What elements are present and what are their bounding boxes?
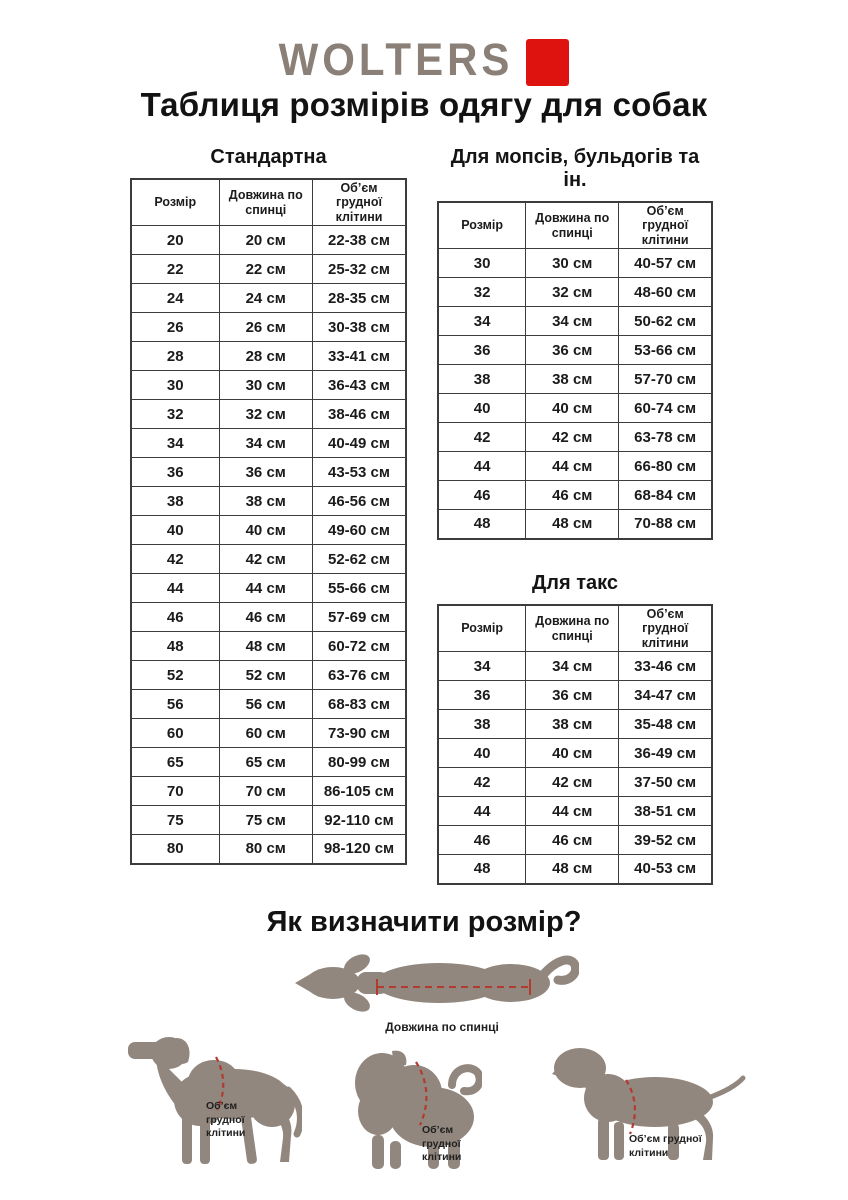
table-cell: 39-52 см bbox=[619, 826, 712, 855]
col-header-size: Розмір bbox=[438, 605, 526, 652]
table-row bbox=[131, 603, 406, 632]
col-header-back-length: Довжина по спинці bbox=[526, 202, 619, 249]
table-cell: 65 см bbox=[219, 748, 313, 777]
table-cell: 60-72 см bbox=[313, 632, 407, 661]
table-row bbox=[131, 371, 406, 400]
table-row bbox=[438, 278, 712, 307]
table-cell: 63-78 см bbox=[619, 423, 712, 452]
table-cell: 63-76 см bbox=[313, 661, 407, 690]
table-cell: 55-66 см bbox=[313, 574, 407, 603]
table-cell: 44 см bbox=[526, 452, 619, 481]
table-cell: 46 см bbox=[219, 603, 313, 632]
table-cell: 66-80 см bbox=[619, 452, 712, 481]
table-cell: 38 bbox=[438, 365, 526, 394]
chest-label-large-dog: Об’єм грудної клітини bbox=[206, 1100, 246, 1140]
standard-table-section bbox=[130, 146, 407, 865]
table-cell: 42 bbox=[438, 768, 526, 797]
table-cell: 42 см bbox=[526, 423, 619, 452]
table-cell: 26 см bbox=[219, 313, 313, 342]
table-cell: 60 bbox=[131, 719, 219, 748]
logo-red-square-icon bbox=[526, 39, 569, 86]
table-cell: 36 bbox=[438, 681, 526, 710]
table-cell: 56 см bbox=[219, 690, 313, 719]
dachshund-table-section bbox=[437, 572, 713, 885]
table-cell: 38 см bbox=[526, 365, 619, 394]
table-row bbox=[438, 307, 712, 336]
dachshund-figure bbox=[550, 1040, 746, 1162]
table-cell: 40 bbox=[438, 739, 526, 768]
table-cell: 68-84 см bbox=[619, 481, 712, 510]
table-row bbox=[438, 510, 712, 539]
table-cell: 34 bbox=[131, 429, 219, 458]
table-row bbox=[131, 748, 406, 777]
table-row bbox=[131, 429, 406, 458]
standard-size-table bbox=[130, 178, 407, 865]
table-row bbox=[438, 249, 712, 278]
table-cell: 36 bbox=[131, 458, 219, 487]
table-cell: 42 bbox=[131, 545, 219, 574]
table-cell: 40 bbox=[438, 394, 526, 423]
table-cell: 48 см bbox=[526, 510, 619, 539]
table-cell: 48-60 см bbox=[619, 278, 712, 307]
col-header-size: Розмір bbox=[131, 179, 219, 226]
table-cell: 86-105 см bbox=[313, 777, 407, 806]
table-cell: 98-120 см bbox=[313, 835, 407, 864]
col-header-chest: Об’єм грудної клітини bbox=[619, 605, 712, 652]
table-cell: 70 см bbox=[219, 777, 313, 806]
table-cell: 73-90 см bbox=[313, 719, 407, 748]
table-cell: 33-46 см bbox=[619, 652, 712, 681]
table-cell: 40 см bbox=[219, 516, 313, 545]
header-row bbox=[131, 179, 406, 226]
table-cell: 20 см bbox=[219, 226, 313, 255]
page-title: Таблиця розмірів одягу для собак bbox=[140, 86, 708, 123]
logo-wordmark: WOLTERS bbox=[278, 33, 514, 85]
table-cell: 36-43 см bbox=[313, 371, 407, 400]
table-row bbox=[438, 336, 712, 365]
table-row bbox=[131, 342, 406, 371]
table-cell: 44 bbox=[131, 574, 219, 603]
table-row bbox=[438, 681, 712, 710]
table-row bbox=[438, 481, 712, 510]
table-cell: 34 bbox=[438, 307, 526, 336]
table-row bbox=[131, 574, 406, 603]
table-cell: 92-110 см bbox=[313, 806, 407, 835]
dog-ear-shape bbox=[392, 1051, 406, 1067]
table-cell: 40 см bbox=[526, 394, 619, 423]
table-row bbox=[131, 835, 406, 864]
table-row bbox=[131, 284, 406, 313]
table-cell: 80 bbox=[131, 835, 219, 864]
table-cell: 34-47 см bbox=[619, 681, 712, 710]
table-cell: 36-49 см bbox=[619, 739, 712, 768]
dog-topview-silhouette bbox=[287, 941, 579, 1017]
table-cell: 40 bbox=[131, 516, 219, 545]
table-row bbox=[131, 777, 406, 806]
col-header-back-length: Довжина по спинці bbox=[526, 605, 619, 652]
header-row bbox=[438, 202, 712, 249]
table-cell: 34 bbox=[438, 652, 526, 681]
table-cell: 75 bbox=[131, 806, 219, 835]
table-cell: 24 bbox=[131, 284, 219, 313]
table-row bbox=[131, 545, 406, 574]
table-cell: 42 см bbox=[526, 768, 619, 797]
table-cell: 46-56 см bbox=[313, 487, 407, 516]
table-row bbox=[438, 826, 712, 855]
table-cell: 48 bbox=[131, 632, 219, 661]
table-row bbox=[438, 855, 712, 884]
table-cell: 52 см bbox=[219, 661, 313, 690]
dog-hips-shape bbox=[472, 964, 550, 1002]
table-cell: 28 см bbox=[219, 342, 313, 371]
table-cell: 52-62 см bbox=[313, 545, 407, 574]
table-cell: 40-53 см bbox=[619, 855, 712, 884]
col-header-back-length: Довжина по спинці bbox=[219, 179, 313, 226]
bulldog-figure bbox=[352, 1045, 482, 1170]
table-row bbox=[131, 458, 406, 487]
col-header-chest: Об’єм грудної клітини bbox=[313, 179, 407, 226]
table-row bbox=[131, 313, 406, 342]
table-cell: 46 см bbox=[526, 481, 619, 510]
dog-tail-shape bbox=[708, 1078, 743, 1098]
table-cell: 70-88 см bbox=[619, 510, 712, 539]
table-row bbox=[438, 423, 712, 452]
dog-body-shape bbox=[597, 1077, 713, 1127]
table-cell: 36 см bbox=[526, 681, 619, 710]
table-cell: 30 см bbox=[526, 249, 619, 278]
table-cell: 49-60 см bbox=[313, 516, 407, 545]
chest-label-bulldog: Об’єм грудної клітини bbox=[422, 1124, 462, 1164]
table-cell: 22 см bbox=[219, 255, 313, 284]
dachshund-size-table bbox=[437, 604, 713, 885]
table-cell: 34 см bbox=[526, 652, 619, 681]
how-to-size-title: Як визначити розмір? bbox=[266, 906, 582, 938]
table-cell: 46 см bbox=[526, 826, 619, 855]
dog-leg-shape bbox=[598, 1118, 609, 1160]
table-cell: 48 bbox=[438, 855, 526, 884]
table-cell: 36 см bbox=[219, 458, 313, 487]
table-cell: 36 см bbox=[526, 336, 619, 365]
table-cell: 57-69 см bbox=[313, 603, 407, 632]
table-row bbox=[438, 652, 712, 681]
table-cell: 34 см bbox=[219, 429, 313, 458]
table-row bbox=[438, 452, 712, 481]
table-row bbox=[131, 690, 406, 719]
col-header-size: Розмір bbox=[438, 202, 526, 249]
table-cell: 25-32 см bbox=[313, 255, 407, 284]
table-cell: 65 bbox=[131, 748, 219, 777]
table-cell: 53-66 см bbox=[619, 336, 712, 365]
table-cell: 46 bbox=[438, 826, 526, 855]
table-cell: 40-57 см bbox=[619, 249, 712, 278]
table-cell: 34 см bbox=[526, 307, 619, 336]
col-header-chest: Об’єм грудної клітини bbox=[619, 202, 712, 249]
table-cell: 28-35 см bbox=[313, 284, 407, 313]
large-dog-silhouette bbox=[126, 1030, 302, 1165]
table-cell: 30 bbox=[438, 249, 526, 278]
table-cell: 46 bbox=[438, 481, 526, 510]
table-cell: 44 см bbox=[219, 574, 313, 603]
table-row bbox=[131, 255, 406, 284]
table-cell: 40-49 см bbox=[313, 429, 407, 458]
table-cell: 38 см bbox=[526, 710, 619, 739]
table-cell: 24 см bbox=[219, 284, 313, 313]
pugs-table-title: Для мопсів, бульдогів та ін. bbox=[450, 146, 700, 191]
table-cell: 32 см bbox=[526, 278, 619, 307]
table-row bbox=[438, 394, 712, 423]
table-row bbox=[131, 487, 406, 516]
table-row bbox=[131, 400, 406, 429]
table-cell: 32 bbox=[131, 400, 219, 429]
table-cell: 48 bbox=[438, 510, 526, 539]
table-cell: 36 bbox=[438, 336, 526, 365]
pugs-size-table bbox=[437, 201, 713, 540]
table-cell: 38 bbox=[131, 487, 219, 516]
table-cell: 38 см bbox=[219, 487, 313, 516]
table-cell: 44 см bbox=[526, 797, 619, 826]
table-cell: 26 bbox=[131, 313, 219, 342]
table-cell: 80-99 см bbox=[313, 748, 407, 777]
table-cell: 50-62 см bbox=[619, 307, 712, 336]
table-cell: 80 см bbox=[219, 835, 313, 864]
table-cell: 32 см bbox=[219, 400, 313, 429]
table-cell: 52 bbox=[131, 661, 219, 690]
table-cell: 44 bbox=[438, 452, 526, 481]
table-row bbox=[131, 806, 406, 835]
table-cell: 43-53 см bbox=[313, 458, 407, 487]
table-cell: 60 см bbox=[219, 719, 313, 748]
large-dog-figure bbox=[126, 1030, 302, 1165]
dog-leg-shape bbox=[614, 1122, 624, 1160]
chest-label-dachshund: Об’єм грудної клітини bbox=[629, 1133, 702, 1159]
table-cell: 75 см bbox=[219, 806, 313, 835]
table-row bbox=[131, 632, 406, 661]
table-row bbox=[438, 768, 712, 797]
dog-tail-shape bbox=[452, 1068, 480, 1091]
table-row bbox=[131, 516, 406, 545]
table-cell: 28 bbox=[131, 342, 219, 371]
table-cell: 44 bbox=[438, 797, 526, 826]
dachshund-table-title: Для такс bbox=[532, 572, 618, 594]
table-cell: 56 bbox=[131, 690, 219, 719]
table-cell: 32 bbox=[438, 278, 526, 307]
table-row bbox=[131, 719, 406, 748]
table-cell: 30 см bbox=[219, 371, 313, 400]
table-cell: 33-41 см bbox=[313, 342, 407, 371]
table-cell: 30 bbox=[131, 371, 219, 400]
table-cell: 68-83 см bbox=[313, 690, 407, 719]
table-row bbox=[438, 739, 712, 768]
table-cell: 22-38 см bbox=[313, 226, 407, 255]
table-row bbox=[438, 365, 712, 394]
table-cell: 60-74 см bbox=[619, 394, 712, 423]
table-cell: 20 bbox=[131, 226, 219, 255]
table-cell: 48 см bbox=[526, 855, 619, 884]
standard-table-title: Стандартна bbox=[210, 146, 327, 168]
table-cell: 42 bbox=[438, 423, 526, 452]
table-cell: 37-50 см bbox=[619, 768, 712, 797]
table-cell: 22 bbox=[131, 255, 219, 284]
table-cell: 57-70 см bbox=[619, 365, 712, 394]
dog-topview-figure bbox=[287, 941, 579, 1036]
table-cell: 35-48 см bbox=[619, 710, 712, 739]
table-cell: 38-46 см bbox=[313, 400, 407, 429]
table-cell: 48 см bbox=[219, 632, 313, 661]
dog-leg-shape bbox=[372, 1135, 384, 1169]
table-row bbox=[438, 710, 712, 739]
table-cell: 40 см bbox=[526, 739, 619, 768]
table-row bbox=[438, 797, 712, 826]
table-cell: 30-38 см bbox=[313, 313, 407, 342]
table-cell: 38-51 см bbox=[619, 797, 712, 826]
table-cell: 46 bbox=[131, 603, 219, 632]
dog-leg-shape bbox=[182, 1108, 192, 1164]
header-row bbox=[438, 605, 712, 652]
table-cell: 70 bbox=[131, 777, 219, 806]
pugs-table-section bbox=[437, 146, 713, 540]
table-cell: 38 bbox=[438, 710, 526, 739]
back-length-label: Довжина по спинці bbox=[385, 1020, 499, 1034]
dog-leg-shape bbox=[390, 1141, 401, 1169]
table-row bbox=[131, 226, 406, 255]
wolters-logo bbox=[0, 33, 848, 86]
table-cell: 42 см bbox=[219, 545, 313, 574]
table-row bbox=[131, 661, 406, 690]
